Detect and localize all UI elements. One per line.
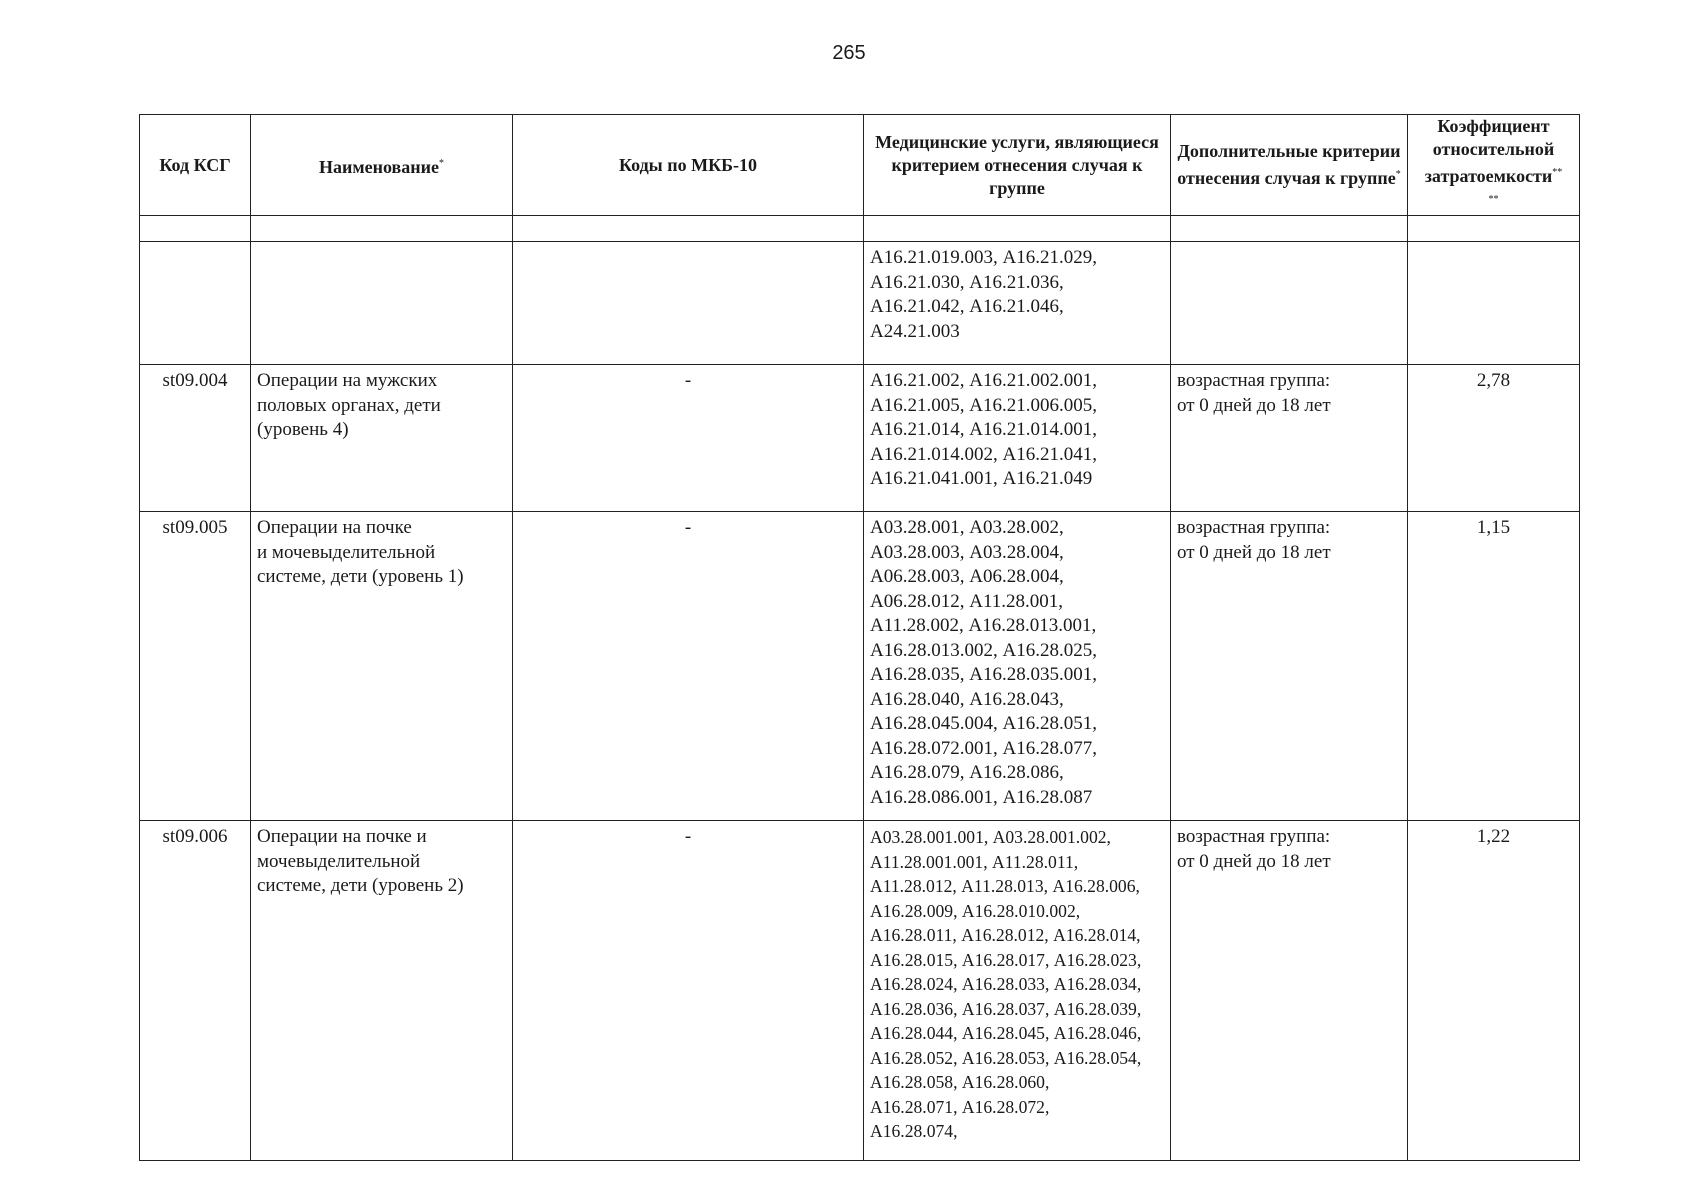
table-row [140,512,1580,821]
footnote-mark: * [1395,169,1401,180]
spacer-cell [1408,216,1580,242]
table-row [140,365,1580,512]
ksg-name-cell: Операции на почке и мочевыделительной системе, дети (уровень 1) [251,512,513,821]
table-row [140,821,1580,1161]
mkb-codes-cell: - [513,512,864,821]
footnote-mark: * [439,157,444,169]
ksg-code-cell: st09.004 [140,365,251,512]
extra-criteria-cell: возрастная группа: от 0 дней до 18 лет [1171,821,1408,1161]
header-coefficient: Коэффициент относительной затратоемкости** ** [1408,115,1580,216]
ksg-code-cell [140,242,251,365]
ksg-code-cell: st09.005 [140,512,251,821]
header-name: Наименование* [251,115,513,216]
header-code: Код КСГ [140,115,251,216]
ksg-table [139,114,1580,1161]
coefficient-cell: 1,15 [1408,512,1580,821]
spacer-cell [251,216,513,242]
spacer-row [140,216,1580,242]
table-row [140,242,1580,365]
services-cell: А16.21.002, А16.21.002.001, А16.21.005, А16.21.006.005, А16.21.014, А16.21.014.001, А16.21.014.002, А16.21.041, А16.21.041.001, А16.21.049 [864,365,1171,512]
extra-criteria-cell [1171,242,1408,365]
header-row [140,115,1580,216]
extra-criteria-cell: возрастная группа: от 0 дней до 18 лет [1171,512,1408,821]
mkb-codes-cell: - [513,365,864,512]
extra-criteria-cell: возрастная группа: от 0 дней до 18 лет [1171,365,1408,512]
header-mkb: Коды по МКБ-10 [513,115,864,216]
spacer-cell [513,216,864,242]
spacer-cell [140,216,251,242]
footnote-mark: ** [1552,167,1563,178]
services-cell: А16.21.019.003, А16.21.029, А16.21.030, А16.21.036, А16.21.042, А16.21.046, А24.21.003 [864,242,1171,365]
ksg-name-cell: Операции на мужских половых органах, дети (уровень 4) [251,365,513,512]
services-cell: А03.28.001.001, А03.28.001.002, А11.28.001.001, А11.28.011, А11.28.012, А11.28.013, А16.28.006, А16.28.009, А16.28.010.002, А16.28.011, А16.28.012, А16.28.014, А16.28.015, А16.28.017, А16.28.023, А16.28.024, А16.28.033, А16.28.034, А16.28.036, А16.28.037, А16.28.039, А16.28.044, А16.28.045, А16.28.046, А16.28.052, А16.28.053, А16.28.054, А16.28.058, А16.28.060, А16.28.071, А16.28.072, А16.28.074, [864,821,1171,1161]
header-services: Медицинские услуги, являющиеся критерием отнесения случая к группе [864,115,1171,216]
spacer-cell [1171,216,1408,242]
mkb-codes-cell: - [513,821,864,1161]
coefficient-cell [1408,242,1580,365]
mkb-codes-cell [513,242,864,365]
page-number: 265 [832,42,866,64]
coefficient-cell: 1,22 [1408,821,1580,1161]
services-cell: А03.28.001, А03.28.002, А03.28.003, А03.28.004, А06.28.003, А06.28.004, А06.28.012, А11.28.001, А11.28.002, А16.28.013.001, А16.28.013.002, А16.28.025, А16.28.035, А16.28.035.001, А16.28.040, А16.28.043, А16.28.045.004, А16.28.051, А16.28.072.001, А16.28.077, А16.28.079, А16.28.086, А16.28.086.001, А16.28.087 [864,512,1171,821]
footnote-mark: ** [1488,194,1499,205]
coefficient-cell: 2,78 [1408,365,1580,512]
ksg-name-cell [251,242,513,365]
ksg-name-cell: Операции на почке и мочевыделительной системе, дети (уровень 2) [251,821,513,1161]
ksg-code-cell: st09.006 [140,821,251,1161]
spacer-cell [864,216,1171,242]
header-extra-criteria: Дополнительные критерии отнесения случая к группе* [1171,115,1408,216]
